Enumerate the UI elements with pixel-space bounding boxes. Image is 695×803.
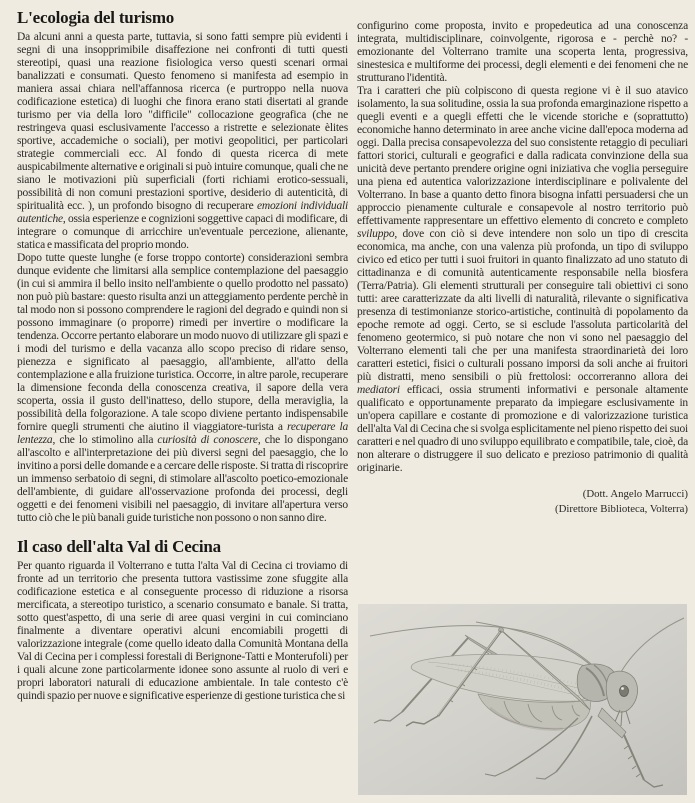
paragraph: configurino come proposta, invito e propedeutica ad una conoscenza integrata, multidisciplinare, coinvolgente, rigorosa e - perchè no? - emozionante del Volterrano tramite una scoperta lenta, progressiva, sinestesica e multiforme dei processi, degli elementi e dei fenomeni che ne strutturano l'identità. xyxy=(357,20,688,84)
section-heading-ecologia: L'ecologia del turismo xyxy=(17,8,175,27)
right-column-body xyxy=(357,20,688,475)
left-text-column xyxy=(17,8,348,703)
paragraph: Dopo tutte queste lunghe (e forse troppo contorte) considerazioni sembra dunque evidente che limitarsi alla semplice contemplazione del paesaggio (in cui si ammira il bello insito nell'ambiente o quello prodotto nel passato) non può più bastare: questo risulta anzi un atteggiamento perdente perchè in tal modo non si possono comprendere le ragioni del degrado e quindi non si possono immaginare (o proporre) rimedi per invertire o modificare la tendenza. Occorre pertanto elaborare un modo nuovo di utilizzare gli spazi e i modi del turismo e della vacanza allo scopo preciso di ridare senso, pienezza e significato al paesaggio, all'ambiente, all'atto della contemplazione e alla fruizione turistica. Occorre, in altre parole, recuperare la dimensione feconda della conoscenza creativa, il sapore della vera scoperta, ossia il gusto dell'inatteso, dello stupore, della meraviglia, la possibilità della folgorazione. A tale scopo diviene pertanto indispensabile fornire quegli strumenti che aiutino il viaggiatore-turista a recuperare la lentezza, che lo stimolino alla curiosità di conoscere, che lo dispongano all'ascolto e all'interpretazione dei più diversi segni del paesaggio, che lo invitino a porsi delle domande e a cercare delle risposte. Si tratta di riscoprire un immenso serbatoio di segni, di stimolare all'ascolto poetico-emozionale dell'ambiente, di guidare all'osservazione profonda dei processi, degli oggetti e dei fenomeni visibili nel paesaggio, di invitare all'apertura verso tutto ciò che le più banali guide turistiche non possono o non sanno dire. xyxy=(17,252,348,524)
section-body-val-di-cecina xyxy=(17,560,348,703)
paragraph: Da alcuni anni a questa parte, tuttavia, si sono fatti sempre più evidenti i segni di una insopprimibile disaffezione nei confronti di tutti questi stereotipi, quasi una reazione fisiologica verso questi scenari ormai banalizzati e consumati. Questo fenomeno si manifesta ad esempio in maniera assai chiara nell'affannosa ricerca (e purtroppo nella nuova codificazione estetica) di luoghi che finora erano stati disertati al grande turismo per via della loro "difficile" collocazione geografica (che ne restringeva quasi esclusivamente l'accesso a ristrette e selezionate èlites sportive, accademiche o sociali), per motivi geopolitici, per particolari strategie commerciali ecc. Al fondo di questa ricerca di mete auspicabilmente alternative e originali si può intuire comunque, quali che ne siano le motivazioni più superficiali (forti richiami erotico-sessuali, possibilità di non comuni prestazioni sportive, desiderio di autenticità, di spiritualità ecc. ), un profondo bisogno di recuperare emozioni individuali autentiche, ossia esperienze e cognizioni soggettive capaci di modificare, di integrare o comunque di arricchire un'eventuale percezione, alienante, statica e massificata del proprio mondo. xyxy=(17,31,349,251)
grasshopper-illustration xyxy=(358,604,687,795)
section-heading-val-di-cecina: Il caso dell'alta Val di Cecina xyxy=(17,537,221,556)
grasshopper-drawing xyxy=(358,604,687,795)
section-body-ecologia xyxy=(17,31,348,525)
attribution-role: (Direttore Biblioteca, Volterra) xyxy=(554,502,688,515)
attribution-author: (Dott. Angelo Marrucci) xyxy=(582,488,688,500)
paragraph: Per quanto riguarda il Volterrano e tutta l'alta Val di Cecina ci troviamo di fronte ad un territorio che presenta tuttora vastissime zone sfuggite alla codificazione estetica e al conseguente processo di riduzione a risorsa mercificata, a stereotipo turistico, a scenario consumato e banale. Si tratta, sotto quest'aspetto, di una serie di aree quasi vergini in cui cominciano finalmente a diventare operativi alcuni encomiabili progetti di valorizzazione integrale (come quello ideato dalla Comunità Montana della Val di Cecina per i complessi forestali di Berignone-Tatti e Monterufoli) per i quali alcune zone particolarmente idonee sono assunte al ruolo di veri e propri laboratori naturali di educazione ambientale. In tale contesto c'è quindi spazio per nuove e significative esperienze di gestione turistica che si xyxy=(17,560,348,702)
eye xyxy=(620,686,629,697)
author-attribution xyxy=(357,487,688,516)
paragraph: Tra i caratteri che più colpiscono di questa regione vi è il suo atavico isolamento, la sua solitudine, ossia la sua profonda emarginazione rispetto a quegli eventi e a quegli effetti che le vicende storiche e (soprattutto) economiche hanno determinato in aree anche vicine dall'epoca moderna ad oggi. Dalla precisa consapevolezza del suo consistente retaggio di peculiari fattori storici, culturali e geografici e dalla radicata convinzione della sua unicità deve pertanto prendere origine ogni iniziativa che voglia perseguire una piena ed autentica valorizzazione interdisciplinare e polivalente del Volterrano. In base a quanto detto finora bisogna infatti persuadersi che un approccio pienamente culturale e consapevole al nostro territorio può effettivamente rappresentare un effettivo elemento di concreto e completo sviluppo, dove con ciò si deve intendere non solo un tipo di crescita economica, ma anche, con una valenza più profonda, un tipo di sviluppo civico ed etico per tutti i suoi fruitori in quanto finalizzato ad uno statuto di cittadinanza e di comunità autenticamente responsabile nella biosfera (Terra/Patria). Gli elementi strutturali per conseguire tali obiettivi ci sono tutti: aree caratterizzate da alti livelli di naturalità, rilevante o significativa presenza di testimonianze storico-artistiche, continuità di popolamento da epoche remote ad oggi. Certo, se si esclude l'assoluta particolarità del fenomeno geotermico, si può notare che non vi sono nel paesaggio del Volterrano elementi tali che per una manifesta straordinarietà dei loro caratteri estetici, fisici o culturali possano imporsi da soli anche ai fruitori più distratti, meno sensibili o più frettolosi: occorreranno allora dei mediatori efficaci, ossia strumenti informativi e personale altamente qualificato e opportunamente preparato da impiegare esclusivamente in un'opera capillare e costante di promozione e di valorizzazione turistica dell'alta Val di Cecina che si svolga esplicitamente nel pieno rispetto dei suoi caratteri e nel quadro di uno sviluppo equilibrato e compatibile, tale, cioè, da non alterare o distruggere il suo delicato e prezioso patrimonio di qualità originarie. xyxy=(357,85,688,474)
right-text-column xyxy=(357,20,688,516)
